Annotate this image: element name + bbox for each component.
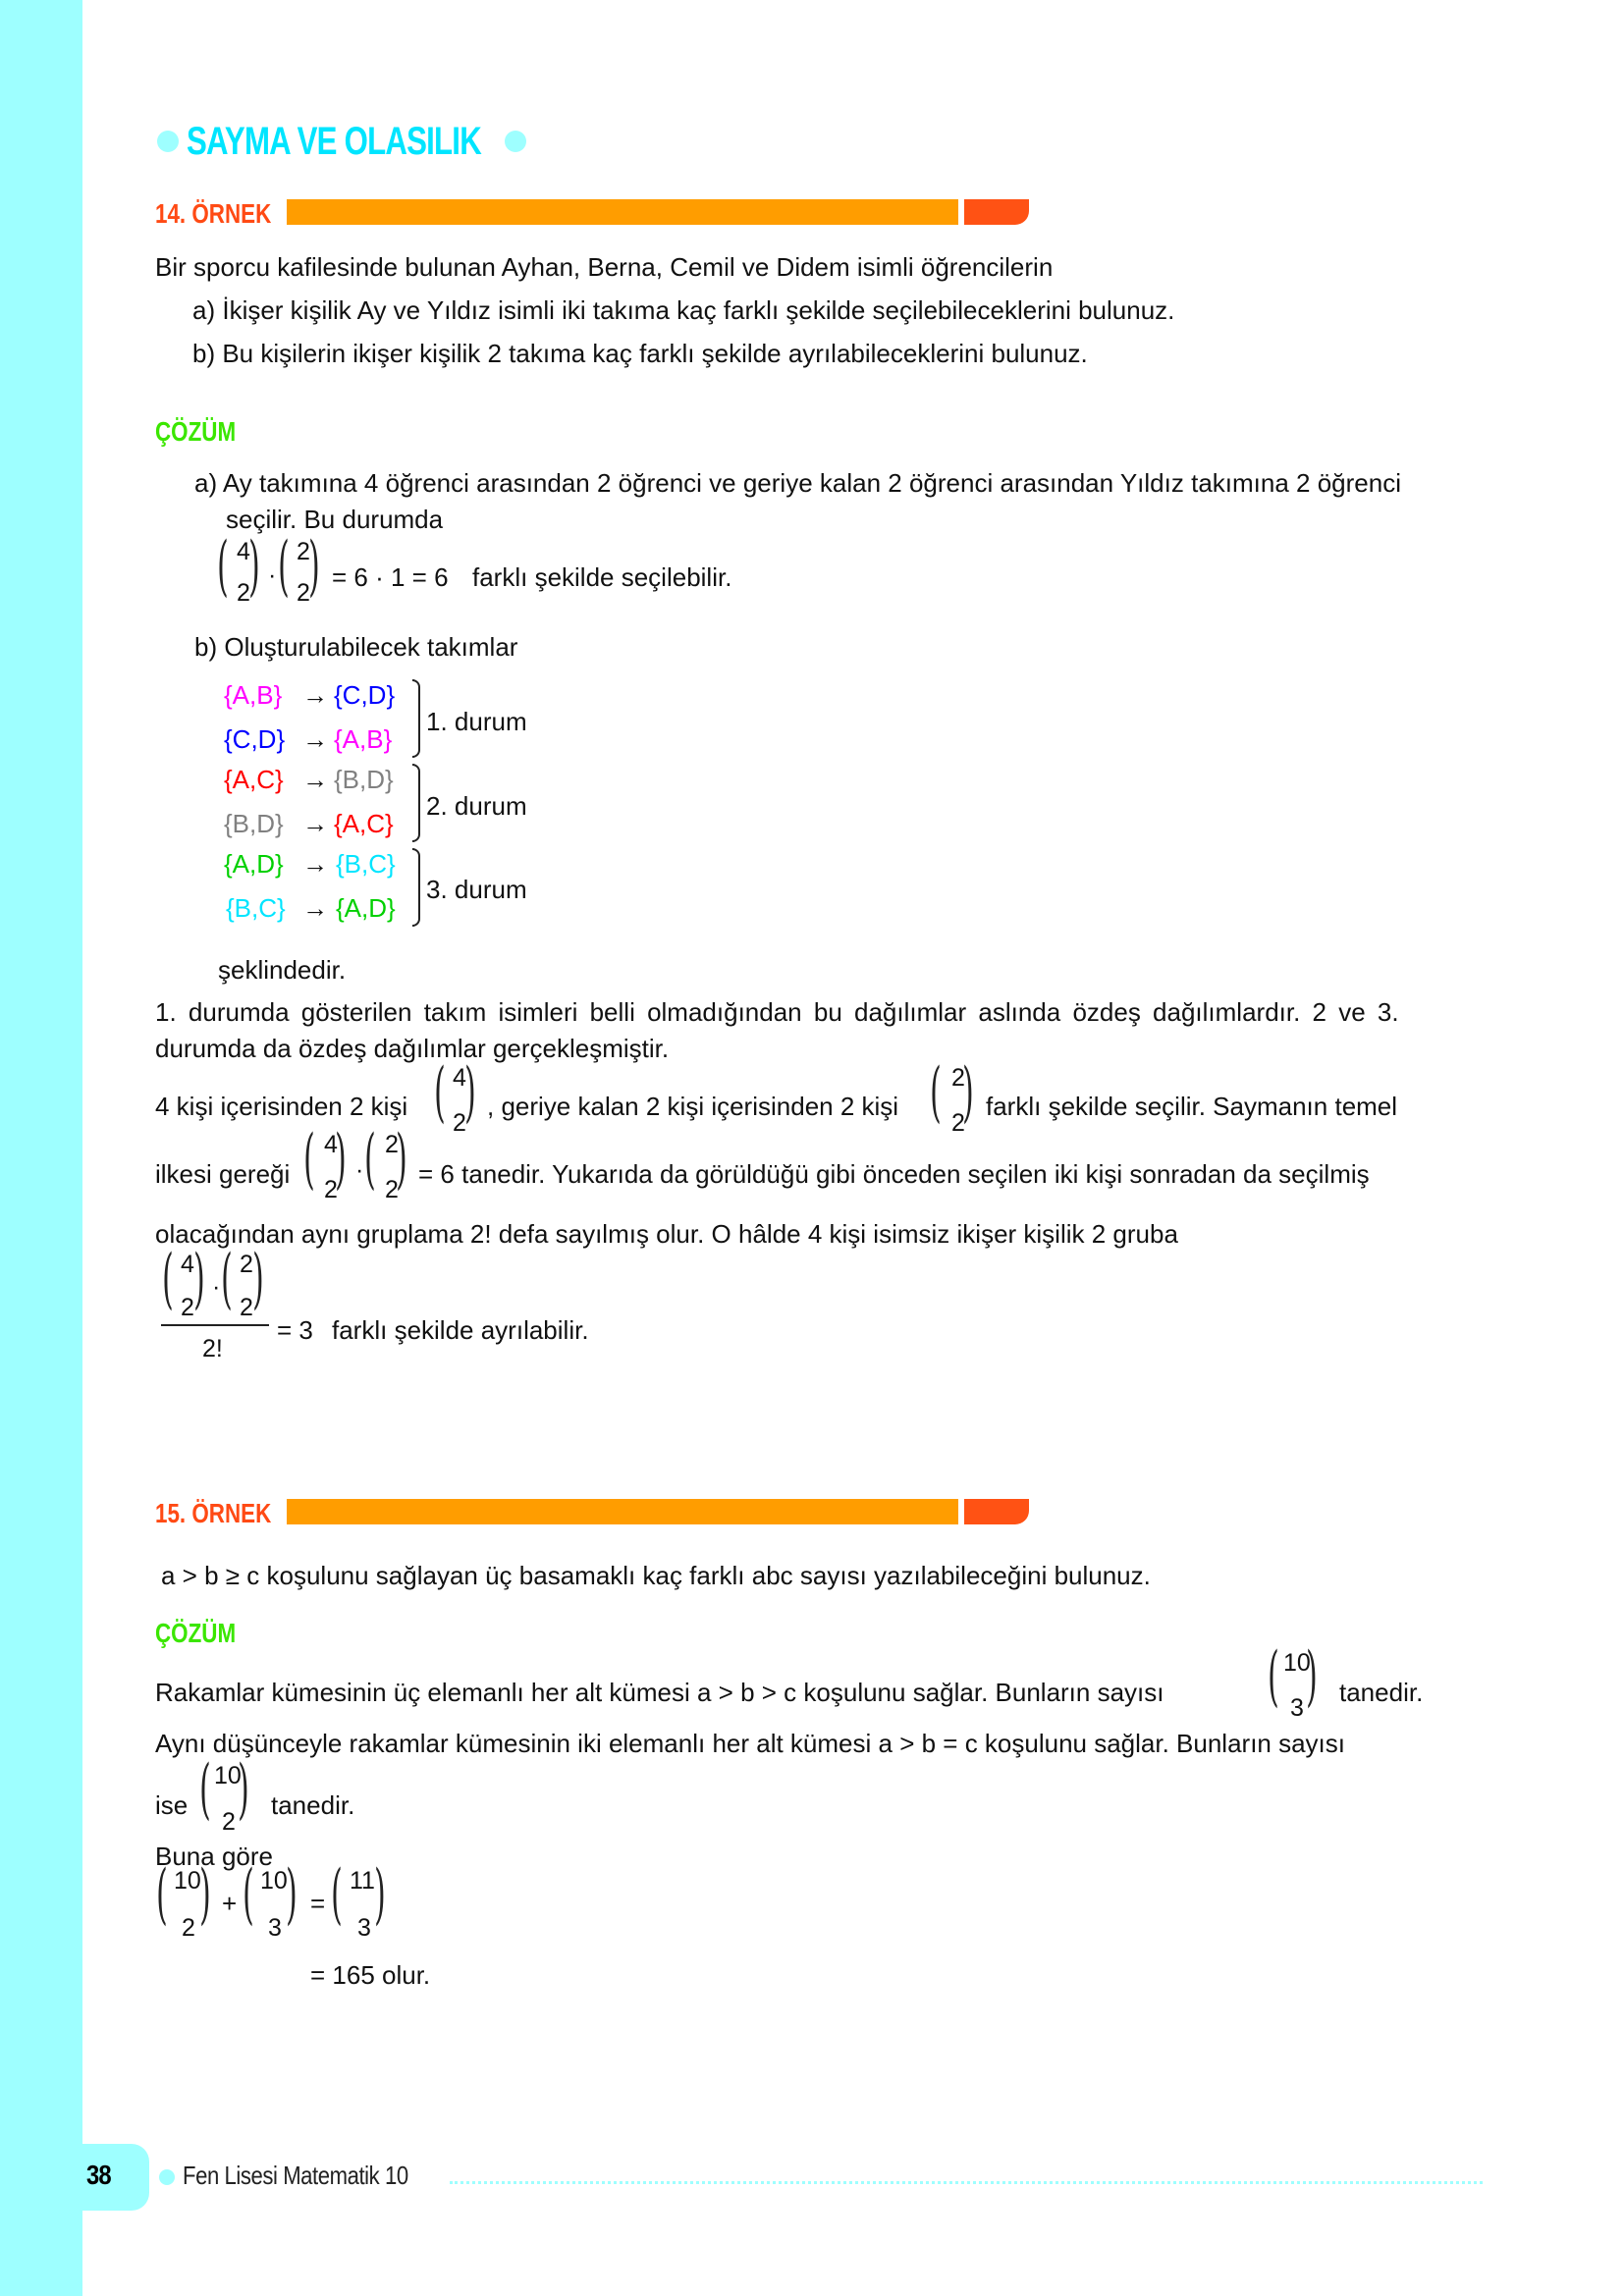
solution-15-line3-a: ise [155, 1790, 189, 1820]
example-14-intro: Bir sporcu kafilesinde bulunan Ayhan, Berna, Cemil ve Didem isimli öğrencilerin [155, 252, 1054, 282]
case-label: 2. durum [426, 791, 527, 821]
paragraph-2-c: farklı şekilde seçilir. Saymanın temel [986, 1092, 1398, 1121]
brace-icon [412, 679, 420, 758]
example-15-label: 15. ÖRNEK [155, 1498, 272, 1528]
paren-right: ) [193, 1241, 205, 1316]
title-bullet-right-icon [505, 131, 526, 152]
paren-right: ) [374, 1856, 386, 1932]
paren-left: ( [434, 1054, 446, 1130]
seklindedir-text: şeklindedir. [218, 955, 347, 985]
brace-icon [412, 764, 420, 842]
example-14-part-b: b) Bu kişilerin ikişer kişilik 2 takıma kaç farklı şekilde ayrılabileceklerini bulunuz. [192, 339, 1088, 368]
paren-left: ( [930, 1054, 942, 1130]
paragraph-1-line1: 1. durumda gösterilen takım isimleri belli olmadığından bu dağılımlar aslında özdeş dağılımlardır. 2 ve 3. [155, 997, 1399, 1027]
case-label: 3. durum [426, 875, 527, 904]
solution-a-line1: a) Ay takımına 4 öğrenci arasından 2 öğrenci ve geriye kalan 2 öğrenci arasından Yıldız takımına 2 öğrenci [194, 468, 1401, 498]
paren-right: ) [1306, 1638, 1318, 1714]
paren-right: ) [962, 1054, 974, 1130]
solution-15-line1-a: Rakamlar kümesinin üç elemanlı her alt kümesi a > b > c koşulunu sağlar. Bunların sayısı [155, 1678, 1164, 1707]
team-right: {B,C} [336, 849, 396, 879]
section-title: SAYMA VE OLASILIK [187, 120, 481, 163]
paren-right: ) [199, 1856, 211, 1932]
paragraph-2-a: 4 kişi içerisinden 2 kişi [155, 1092, 408, 1121]
solution-15-line1-b: tanedir. [1339, 1678, 1424, 1707]
paren-left: ( [331, 1856, 343, 1932]
paren-right: ) [252, 1241, 264, 1316]
paren-left: ( [156, 1856, 168, 1932]
arrow-icon: → [302, 724, 328, 754]
arrow-icon: → [302, 680, 328, 710]
fraction-bar [161, 1324, 269, 1326]
brace-icon [412, 848, 420, 927]
paren-left: ( [217, 528, 229, 604]
arrow-icon: → [302, 849, 328, 879]
arrow-icon: → [302, 893, 328, 923]
case-label: 1. durum [426, 707, 527, 736]
team-left: {C,D} [224, 724, 286, 754]
solution-a-line2: seçilir. Bu durumda [226, 505, 444, 534]
paren-left: ( [221, 1241, 233, 1316]
arrow-icon: → [302, 765, 328, 794]
solution-15-label: ÇÖZÜM [155, 1618, 237, 1648]
paren-left: ( [364, 1121, 376, 1197]
paren-right: ) [335, 1121, 347, 1197]
paren-right: ) [238, 1751, 249, 1827]
footer-bullet-icon [159, 2169, 175, 2185]
team-left: {B,C} [226, 893, 286, 923]
paren-right: ) [248, 528, 260, 604]
example-15-bar [287, 1499, 958, 1524]
team-right: {A,B} [334, 724, 393, 754]
paragraph-2-b: , geriye kalan 2 kişi içerisinden 2 kişi [487, 1092, 899, 1121]
paren-left: ( [1268, 1638, 1279, 1714]
book-title: Fen Lisesi Matematik 10 [183, 2161, 408, 2190]
example-15-question: a > b ≥ c koşulunu sağlayan üç basamaklı kaç farklı abc sayısı yazılabileceğini bulunuz. [161, 1561, 1151, 1590]
team-left: {A,D} [224, 849, 284, 879]
solution-14-label: ÇÖZÜM [155, 416, 237, 447]
example-14-part-a: a) İkişer kişilik Ay ve Yıldız isimli iki takıma kaç farklı şekilde seçilebileceklerini bulunuz. [192, 295, 1175, 325]
team-right: {A,D} [336, 893, 396, 923]
example-14-bar-cap [964, 199, 1029, 225]
solution-b-heading: b) Oluşturulabilecek takımlar [194, 632, 518, 662]
solution-15-line2: Aynı düşünceyle rakamlar kümesinin iki elemanlı her alt kümesi a > b = c koşulunu sağlar. Bunların sayısı [155, 1729, 1346, 1758]
paragraph-3-b: = 6 tanedir. Yukarıda da görüldüğü gibi önceden seçilen iki kişi sonradan da seçilmiş [418, 1159, 1370, 1189]
team-left: {A,B} [224, 680, 283, 710]
paren-right: ) [286, 1856, 298, 1932]
paren-left: ( [162, 1241, 174, 1316]
team-left: {A,C} [224, 765, 284, 794]
solution-15-line4: Buna göre [155, 1842, 273, 1871]
paren-left: ( [243, 1856, 254, 1932]
solution-15-line3-b: tanedir. [271, 1790, 355, 1820]
paren-right: ) [464, 1054, 476, 1130]
paragraph-1-line2: durumda da özdeş dağılımlar gerçekleşmiştir. [155, 1034, 670, 1063]
arrow-icon: → [302, 809, 328, 838]
paren-right: ) [308, 528, 320, 604]
team-left: {B,D} [224, 809, 284, 838]
example-14-bar [287, 199, 958, 225]
paragraph-4: olacağından aynı gruplama 2! defa sayılmış olur. O hâlde 4 kişi isimsiz ikişer kişilik 2 gruba [155, 1219, 1178, 1249]
team-right: {C,D} [334, 680, 396, 710]
team-right: {A,C} [334, 809, 394, 838]
footer-dotted-rule [450, 2181, 1483, 2184]
page-number: 38 [86, 2160, 111, 2190]
page-margin-band [0, 0, 82, 2296]
title-bullet-left-icon [157, 131, 179, 152]
paren-left: ( [278, 528, 290, 604]
team-right: {B,D} [334, 765, 394, 794]
solution-15-final: = 165 olur. [310, 1960, 431, 1990]
example-15-bar-cap [964, 1499, 1029, 1524]
example-14-label: 14. ÖRNEK [155, 198, 272, 229]
paragraph-3-a: ilkesi gereği [155, 1159, 291, 1189]
paren-left: ( [199, 1751, 211, 1827]
paren-right: ) [396, 1121, 407, 1197]
paren-left: ( [303, 1121, 315, 1197]
